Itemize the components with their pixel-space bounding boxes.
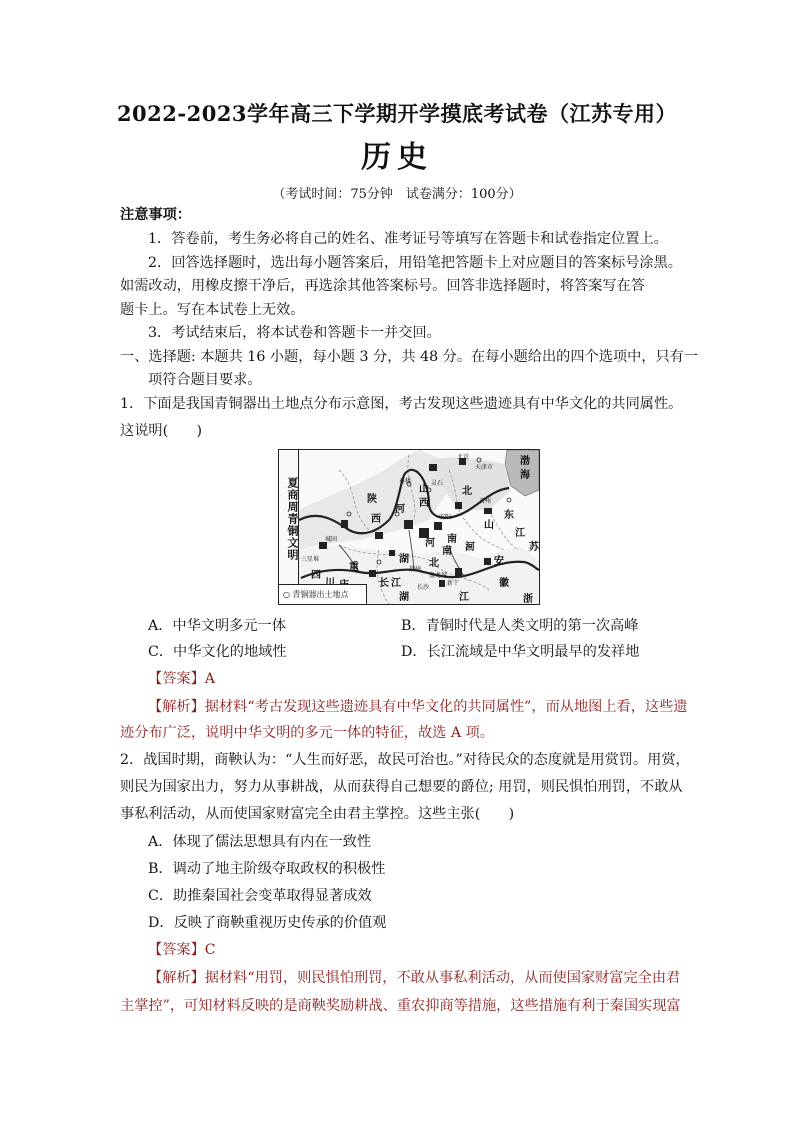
q2-stem-1: 2．战国时期，商鞅认为：“人生而好恶，故民可治也。”对待民众的态度就是用赏罚。用赏， — [120, 752, 690, 768]
q2-option-c: C．助推秦国社会变革取得显著成效 — [148, 888, 372, 904]
note-line-3: 如需改动，用橡皮擦干净后，再选涂其他答案标号。回答非选择题时，将答案写在答 — [120, 278, 645, 294]
map-side-title: 夏商周青铜文明 — [279, 450, 299, 584]
bronze-map — [278, 449, 540, 605]
q2-stem-2: 则民为国家出力，努力从事耕战，从而获得自己想要的爵位; 用罚，则民惧怕刑罚，不敢从 — [120, 779, 683, 795]
q2-option-d: D．反映了商鞅重视历史传承的价值观 — [148, 915, 387, 931]
map-label: 徽 — [499, 578, 509, 589]
note-line-4: 题卡上。写在本试卷上无效。 — [120, 302, 305, 318]
q2-analysis-1: 【解析】据材料“用罚，则民惧怕刑罚，不敢从事私利活动，从而使国家财富完全由君 — [148, 970, 681, 986]
exam-meta: （考试时间：75分钟 试卷满分：100分） — [272, 187, 522, 202]
map-label: 渤 — [520, 456, 530, 467]
map-site-label: 荆州 — [409, 566, 422, 573]
map-label: 苏 — [529, 542, 539, 553]
q1-option-d: D．长江流域是中华文明最早的发祥地 — [401, 644, 640, 660]
map-label: 西 — [419, 498, 429, 509]
map-label: 山 — [484, 520, 494, 531]
map-label: 北 — [462, 486, 472, 497]
map-label: 湖 — [399, 592, 409, 603]
map-site-label: 三星堆 — [301, 556, 320, 563]
map-label: 安 — [494, 556, 504, 567]
map-site-label: 青州 — [479, 498, 492, 505]
map-site-label: 城固 — [325, 536, 338, 543]
q2-answer: 【答案】C — [148, 942, 216, 958]
map-label: 四 — [311, 570, 321, 581]
map-label: 江 — [391, 578, 401, 589]
q1-analysis-2: 迹分布广泛，说明中华文明的多元一体的特征，故选 A 项。 — [120, 725, 494, 741]
notes-heading: 注意事项： — [120, 207, 191, 223]
map-label: 浙 — [523, 594, 533, 605]
section-instruction-2: 项符合题目要求。 — [148, 372, 262, 388]
map-label: 河 — [465, 542, 475, 553]
map-site-label: 新干 — [447, 580, 460, 587]
map-label: 山 — [419, 484, 429, 495]
q1-answer: 【答案】A — [148, 671, 215, 687]
map-site-label: 长沙 — [417, 584, 430, 591]
q1-analysis-1: 【解析】据材料“考古发现这些遗迹具有中华文化的共同属性”，而从地图上看，这些遗 — [148, 699, 688, 715]
section-instruction-1: 一、选择题: 本题共 16 小题，每小题 3 分，共 48 分。在每小题给出的四个选项中，只有一 — [120, 349, 699, 365]
map-site-label: 灵石 — [431, 480, 444, 487]
map-site-label: 天津市 — [475, 464, 494, 471]
note-line-2: 2．回答选择题时，选出每小题答案后，用铅笔把答题卡上对应题目的答案标号涂黑。 — [148, 255, 682, 271]
q1-option-c: C．中华文化的地域性 — [148, 644, 287, 660]
map-label: 长 — [379, 578, 389, 589]
map-site-label: 盘龙城 — [429, 572, 448, 579]
q2-option-b: B．调动了地主阶级夺取政权的积极性 — [148, 861, 386, 877]
map-site-label: 安阳 — [439, 514, 452, 521]
map-label: 湖 — [399, 554, 409, 565]
note-line-5: 3．考试结束后，将本试卷和答题卡一并交回。 — [148, 325, 441, 341]
q1-stem-1: 1．下面是我国青铜器出土地点分布示意图，考古发现这些遗迹具有中华文化的共同属性。 — [120, 396, 683, 412]
q2-stem-3: 事私利活动，从而使国家财富完全由君主掌控。这些主张( ) — [120, 806, 515, 822]
map-label: 南 — [447, 534, 457, 545]
map-label: 南 — [442, 546, 452, 557]
map-site-label: 石楼 — [399, 478, 412, 485]
map-site-label: 北京 — [457, 454, 470, 461]
map-label: 河 — [395, 504, 405, 515]
q1-option-b: B．青铜时代是人类文明的第一次高峰 — [401, 618, 639, 634]
map-legend: ○ 青铜器出土地点 — [279, 584, 367, 604]
map-label: 陕 — [367, 494, 377, 505]
note-line-1: 1．答卷前，考生务必将自己的姓名、准考证号等填写在答题卡和试卷指定位置上。 — [148, 231, 668, 247]
map-label: 海 — [520, 470, 530, 481]
map-label: 河 — [425, 538, 435, 549]
q2-analysis-2: 主掌控”，可知材料反映的是商鞅奖励耕战、重农抑商等措施，这些措施有利于秦国实现富 — [120, 998, 681, 1014]
map-label: 重 — [349, 562, 359, 573]
map-label: 北 — [429, 558, 439, 569]
q1-stem-2: 这说明( ) — [120, 423, 203, 439]
map-label: 西 — [371, 514, 381, 525]
map-label: 东 — [504, 510, 514, 521]
q2-option-a: A．体现了儒法思想具有内在一致性 — [148, 834, 372, 850]
q1-option-a: A．中华文明多元一体 — [148, 618, 286, 634]
map-label: 江 — [459, 592, 469, 603]
exam-title: 2022-2023学年高三下学期开学摸底考试卷（江苏专用） — [116, 101, 678, 126]
map-label: 江 — [515, 528, 525, 539]
subject-title: 历史 — [361, 140, 433, 175]
